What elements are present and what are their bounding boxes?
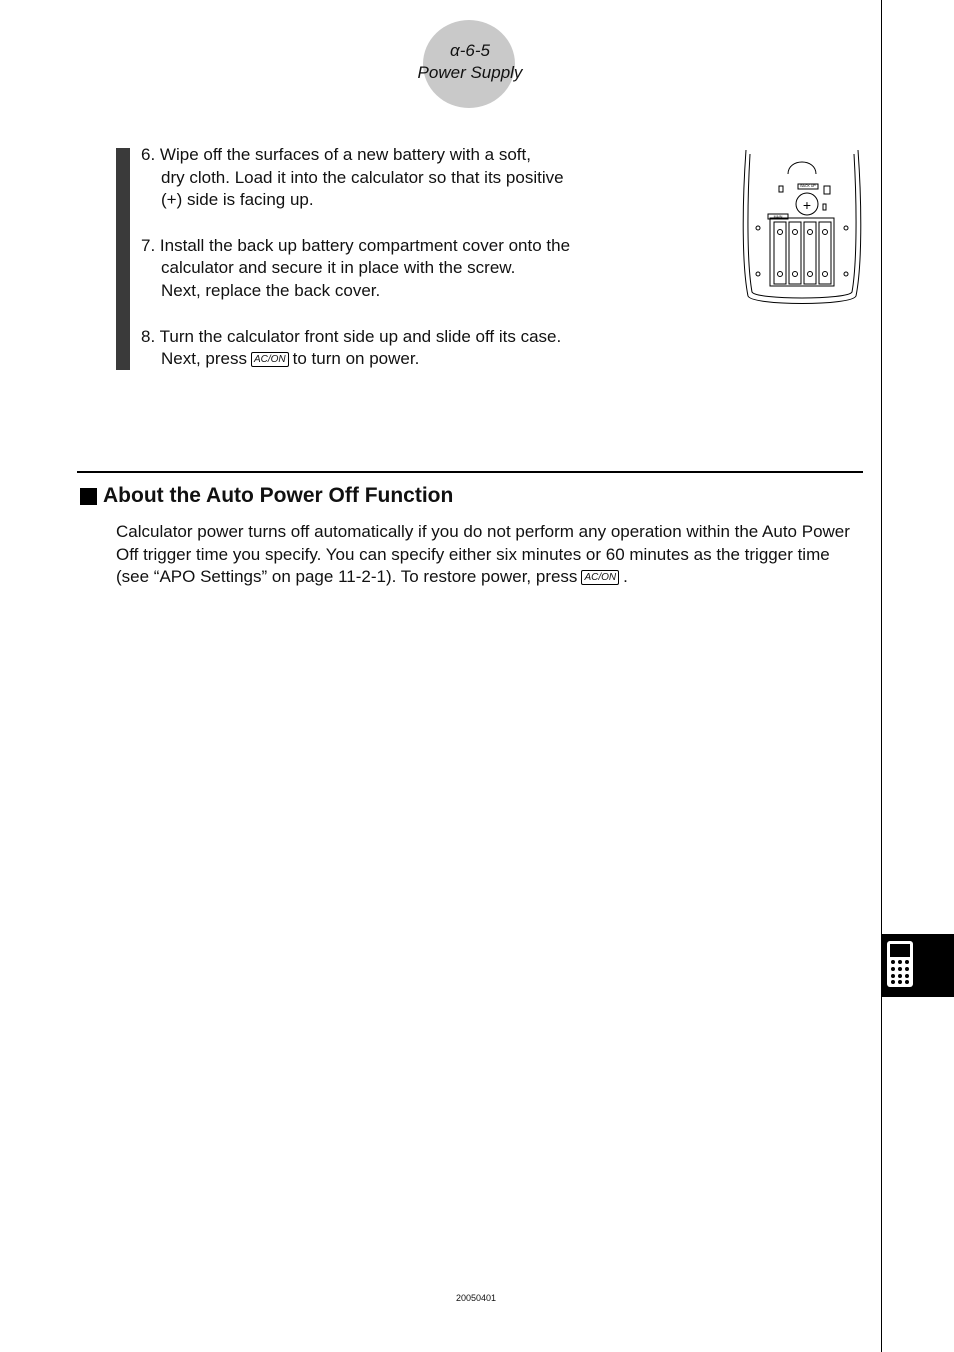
step-text: dry cloth. Load it into the calculator so that its positive <box>161 167 564 187</box>
footer-code: 20050401 <box>455 1293 497 1303</box>
step-text <box>141 348 621 371</box>
step-text: Turn the calculator front side up and slide off its case. <box>159 326 562 346</box>
step-number: 6. <box>141 145 156 164</box>
heading-square-icon <box>80 488 97 505</box>
step-text: Next, replace the back cover. <box>161 280 381 300</box>
steps-list <box>141 144 621 394</box>
section-title: About the Auto Power Off Function <box>103 484 454 507</box>
step-6 <box>141 144 621 212</box>
backup-label: BACK UP <box>800 184 816 188</box>
ac-on-key-icon: AC/ON <box>581 570 619 585</box>
step-text-part: to turn on power. <box>292 349 420 369</box>
ac-on-key-icon: AC/ON <box>251 352 289 367</box>
step-number: 7. <box>141 235 156 255</box>
step-text: calculator and secure it in place with the screw. <box>161 258 516 278</box>
body-text: Calculator power turns off automatically if you do not perform any operation within the Auto Power Off trigger time you specify. You can specify either six minutes or 60 minutes as the trigger time (see “APO Settings” on page 11-2-1). To restore power, press <box>116 522 850 587</box>
main-label: MAIN <box>773 215 783 219</box>
section-body <box>116 521 856 589</box>
calculator-icon <box>886 940 914 988</box>
section-name: Power Supply <box>417 63 523 82</box>
section-heading <box>80 482 453 510</box>
step-number: 8. <box>141 326 156 346</box>
step-8 <box>141 326 621 371</box>
plus-mark: + <box>802 197 812 213</box>
chapter-tab <box>882 934 954 997</box>
step-7 <box>141 235 621 303</box>
calculator-battery-illustration <box>740 146 864 312</box>
page-number: α-6-5 <box>450 41 490 60</box>
step-text-part: Next, press <box>161 349 247 369</box>
steps-marker-bar <box>116 148 130 370</box>
step-text: (+) side is facing up. <box>161 190 314 210</box>
step-text: Install the back up battery compartment cover onto the <box>159 235 571 255</box>
body-text: . <box>623 567 628 587</box>
section-rule <box>77 471 863 473</box>
step-text: Wipe off the surfaces of a new battery with a soft, <box>159 145 531 164</box>
right-margin-rule <box>881 0 882 1352</box>
page-header <box>380 40 560 84</box>
